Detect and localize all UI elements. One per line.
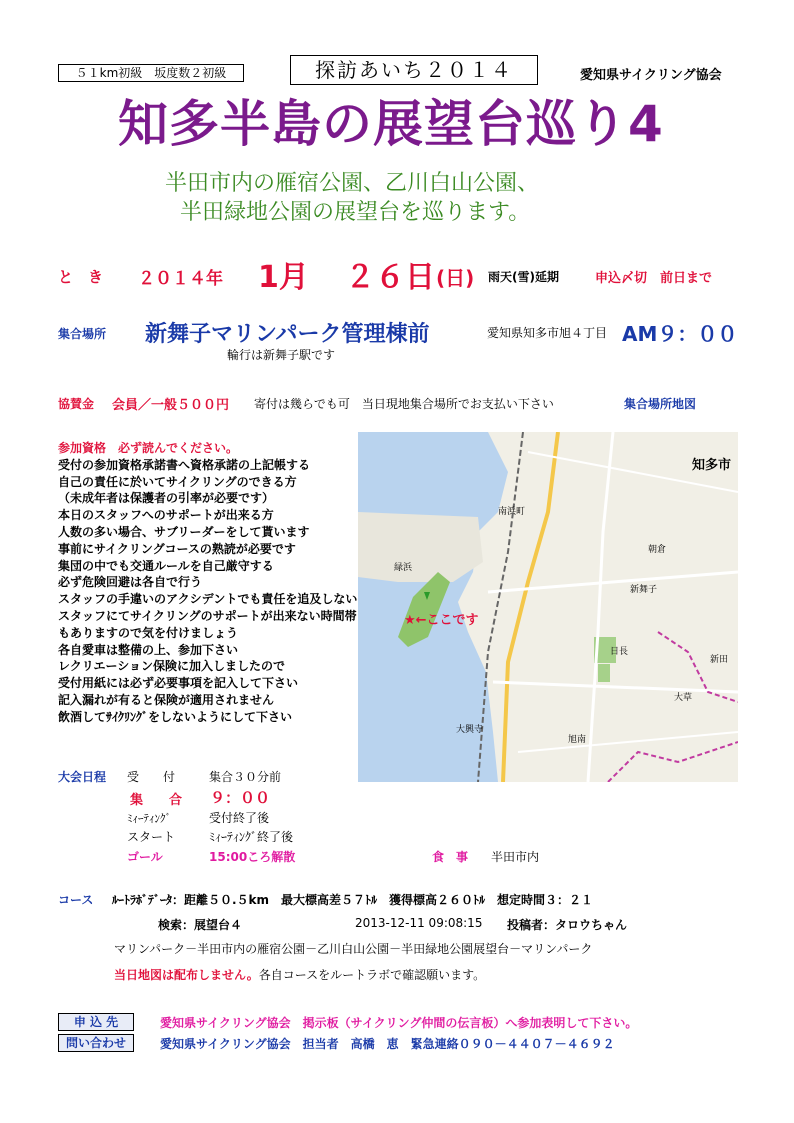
date-dow: (日) <box>436 266 475 290</box>
course-timestamp: 2013-12-11 09:08:15 <box>355 916 483 930</box>
qualification-line: 事前にサイクリングコースの熟読が必要です <box>58 541 296 556</box>
schedule-label: 大会日程 <box>58 770 107 784</box>
schedule-row-key: 受 付 <box>127 770 176 784</box>
contact-label: 問い合わせ <box>58 1034 134 1052</box>
date-month: 1月 <box>258 260 309 295</box>
meeting-time: AM９：００ <box>622 322 738 346</box>
qualification-label: 参加資格 <box>58 441 107 455</box>
map-label-daikouji: 大興寺 <box>456 725 484 735</box>
page-title: 知多半島の展望台巡り4 <box>118 95 664 153</box>
map-label: 集合場所地図 <box>624 397 697 411</box>
qualification-line: 受付用紙には必ず必要事項を記入して下さい <box>58 676 299 691</box>
apply-label: 申 込 先 <box>58 1013 134 1031</box>
schedule-row-value: 集合３０分前 <box>209 770 282 784</box>
map-label-chita: 知多市 <box>692 458 732 473</box>
schedule-row-value: 受付終了後 <box>209 811 270 825</box>
qualification-line: 各自愛車は整備の上、参加下さい <box>58 642 239 657</box>
map-label-okusa: 大草 <box>674 693 693 703</box>
map-marker: ★←ここです <box>404 613 479 628</box>
date-rain: 雨天(雪)延期 <box>488 270 559 284</box>
fee-amount: 会員／一般５００円 <box>112 398 230 413</box>
qualification-line: 受付の参加資格承諾書へ資格承諾の上記帳する <box>58 457 311 472</box>
fee-note: 寄付は幾らでも可 当日現地集合場所でお支払い下さい <box>254 397 554 411</box>
meal-label: 食 事 <box>432 850 469 864</box>
course-nomap <box>114 966 485 983</box>
level-box: ５１km初級 坂度数２初級 <box>58 64 244 82</box>
meeting-place-map[interactable] <box>358 432 738 782</box>
schedule-row-value: 15:00ころ解散 <box>209 850 296 864</box>
course-stats: ﾙｰﾄﾗﾎﾞﾃﾞｰﾀ：距離５０.５km 最大標高差５７ﾄﾙ 獲得標高２６０ﾄﾙ 想定時間３：２１ <box>112 893 594 907</box>
qualification-line: スタッフにてサイクリングのサポートが出来ない時間帯 <box>58 608 357 623</box>
qualification-line: レクリエーション保険に加入しましたので <box>58 659 286 674</box>
schedule-row-value: ﾐｨｰﾃｨﾝｸﾞ終了後 <box>209 830 294 844</box>
course-search: 検索：展望台４ <box>158 918 243 932</box>
contact-text: 愛知県サイクリング協会 担当者 高橋 恵 緊急連絡０９０－４４０７－４６９２ <box>160 1037 615 1051</box>
date-day: ２６日 <box>345 260 435 295</box>
apply-text: 愛知県サイクリング協会 掲示板（サイクリング仲間の伝言板）へ参加表明して下さい。 <box>160 1016 638 1030</box>
course-label: コース <box>58 893 94 907</box>
course-nomap-emphasis: 当日地図は配布しません。 <box>114 968 259 982</box>
qualification-line: 必ず危険回避は各自で行う <box>58 575 203 590</box>
subtitle-line-2: 半田緑地公園の展望台を巡ります。 <box>180 200 531 225</box>
date-deadline: 申込〆切 前日まで <box>595 271 713 286</box>
map-label-kyokunan: 旭南 <box>568 735 587 745</box>
fee-label: 協賛金 <box>58 397 95 411</box>
date-label: と き <box>58 268 104 286</box>
map-label-asakura: 朝倉 <box>648 545 667 555</box>
meeting-label: 集合場所 <box>58 327 107 341</box>
schedule-row-key: ゴール <box>127 850 163 864</box>
event-box: 探訪あいち２０１４ <box>290 55 538 85</box>
qualification-line: 記入漏れが有ると保険が適用されません <box>58 692 275 707</box>
course-poster: 投稿者：タロウちゃん <box>507 918 628 932</box>
map-graphic <box>358 432 738 782</box>
meeting-address: 愛知県知多市旭４丁目 <box>487 326 608 340</box>
qualification-line: 集団の中でも交通ルールを自己厳守する <box>58 558 274 573</box>
meeting-note: 輪行は新舞子駅です <box>227 348 336 362</box>
qualification-block <box>58 440 357 726</box>
schedule-row-key: 集 合 <box>130 793 183 808</box>
qualification-line: 自己の責任に於いてサイクリングのできる方 <box>58 474 297 489</box>
qualification-line: もありますので気を付けましょう <box>58 625 239 640</box>
qualification-line: 人数の多い場合、サブリーダーをして貰います <box>58 524 310 539</box>
map-label-midorihama: 緑浜 <box>394 563 413 573</box>
qualification-line: 本日のスタッフへのサポートが出来る方 <box>58 508 274 523</box>
course-nomap-rest: 各自コースをルートラボで確認願います。 <box>258 968 486 982</box>
map-label-shinden: 新田 <box>710 655 729 665</box>
meeting-place: 新舞子マリンパーク管理棟前 <box>145 322 430 347</box>
map-label-minamihama: 南浜町 <box>498 507 526 517</box>
qualification-line: 飲酒してｻｲｸﾘﾝｸﾞをしないようにして下さい <box>58 709 293 724</box>
subtitle-line-1: 半田市内の雁宿公園、乙川白山公園、 <box>165 171 540 196</box>
schedule-row-value: ９：００ <box>210 789 271 807</box>
qualification-line: （未成年者は保護者の引率が必要です） <box>58 491 275 506</box>
schedule-row-key: ﾐｨｰﾃｨﾝｸﾞ <box>127 812 171 825</box>
qualification-line: スタッフの手違いのアクシデントでも責任を追及しない <box>58 592 358 607</box>
map-label-shinmaiko: 新舞子 <box>630 585 658 595</box>
meal-value: 半田市内 <box>491 850 540 864</box>
qualification-must: 必ず読んでください。 <box>118 441 239 455</box>
schedule-row-key: スタート <box>127 830 176 844</box>
course-route: マリンパーク－半田市内の雁宿公園－乙川白山公園－半田緑地公園展望台－マリンパーク <box>114 942 593 956</box>
date-year: ２０１４年 <box>138 269 223 289</box>
org-name: 愛知県サイクリング協会 <box>580 68 722 83</box>
map-label-hinaga: 日長 <box>610 647 629 657</box>
